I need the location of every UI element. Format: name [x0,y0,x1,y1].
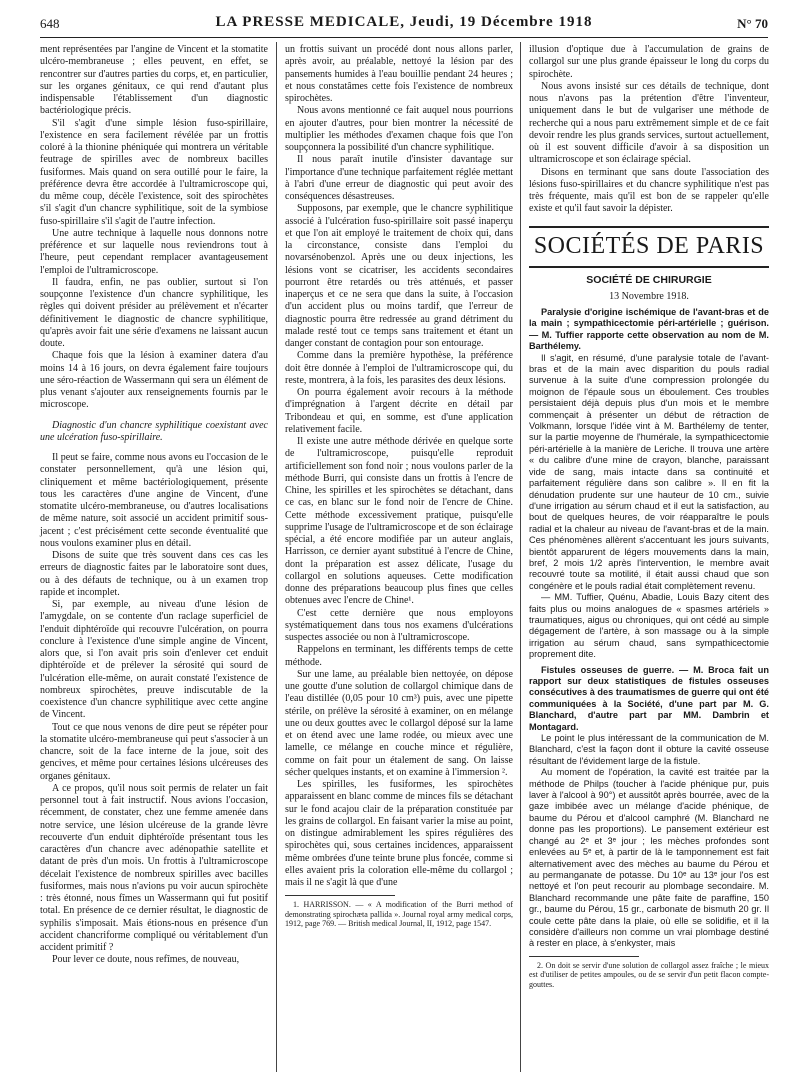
paragraph: Il nous paraît inutile d'insister davantage sur l'importance d'une technique parfaitement réglée mettant à l'abri d'une erreur de diagnostic qui peut avoir des conséquences désastreuses. [285,154,513,202]
issue-number: N° 70 [737,16,768,31]
journal-title: LA PRESSE MEDICALE, [215,14,405,30]
page-number: 648 [40,16,60,31]
paragraph: Les spirilles, les fusiformes, les spirochètes apparaissent en blanc comme de minces fils se détachant sur le fond acajou clair de la préparation constituée par les grains de collargol. En faisant varier la mise au point, on distingue admirablement les spires régulières des spirochètes qui, sous certaines incidences, apparaissent même ombrées d'une teinte brune plus foncée, comme si elles avaient pris la coloration elle-même du collargol ; mais il ne s'agit là que d'une [285,779,513,888]
footnote: 2. On doit se servir d'une solution de collargol assez fraîche ; le mieux est d'utiliser de petites ampoules, ou de se servir d'un petit flacon compte-gouttes. [529,960,769,989]
society-header [529,274,769,304]
page-header [40,14,768,36]
societes-banner [529,226,769,268]
paragraph: illusion d'optique due à l'accumulation de grains de collargol sur une plus grande épaisseur le long du corps du spirochète. [529,44,769,80]
paragraph: Rappelons en terminant, les différents temps de cette méthode. [285,644,513,668]
header-rule [40,37,768,38]
column-right [529,44,769,990]
paragraph: Une autre technique à laquelle nous donnons notre préférence et sur laquelle nous reviendrons tout à l'heure, peut cependant remplacer avantageusement l'emploi de l'ultramicroscope. [40,227,268,276]
society-report [529,307,769,950]
paragraph: Il faudra, enfin, ne pas oublier, surtout si l'on soupçonne l'existence d'un chancre syphilitique, les règles qui doivent présider au prélèvement et n'écarter définitivement le diagnostic de chancre syphilitique, qu'après avoir fait une série d'examens ne laissant aucun doute. [40,276,268,349]
column-middle [285,44,513,929]
paragraph: Il peut se faire, comme nous avons eu l'occasion de le constater personnellement, qu'à une lésion qui, cliniquement et même bactériologiquement, présente tous les caractères d'une angine de Vincent, d'une stomatite ulcéro-membraneuse, ou d'autres localisations de même nature, soit associé un accident primitif sous-jacent ; c'est précisément cette seconde éventualité que nous voulons examiner plus en détail. [40,452,268,549]
section-subheading: Diagnostic d'un chancre syphilitique coexistant avec une ulcération fuso-spirillaire. [40,419,268,443]
paragraph: Tout ce que nous venons de dire peut se répéter pour la stomatite ulcéro-membraneuse qui peut s'associer à un chancre, soit de la face interne de la joue, soit des gencives, et même pour certaines lésions ulcéreuses des organes génitaux. [40,721,268,782]
paragraph: — MM. Tuffier, Quénu, Abadie, Louis Bazy citent des faits plus ou moins analogues de « spasmes artériels » traumatiques, aigus ou chroniques, qui ont cédé au simple dégagement de l'artère, à son massage ou à la simple irrigation au sérum chaud, sans sympathicectomie proprement dite. [529,592,769,660]
meeting-date: 13 Novembre 1918. [609,290,689,302]
column-divider [520,42,521,1072]
paragraph: A ce propos, qu'il nous soit permis de relater un fait personnel tout à fait instructif. Nous avions l'occasion, récemment, de constater, chez une femme amenée dans notre service, une lésion ulcéreuse de la grande lèvre recouverte d'un enduit diphtéroïde présentant tous les caractères d'un chancre avec adénopathie satellite et datant de près d'un mois. Un frottis à l'ultramicroscope décelait l'existence de nombreux spirilles avec bacilles fusiformes, mais nous n'avions pu voir aucun spirochète : très étonné, nous fîmes un Wassermann qui fut positif total. En présence de ce dernier résultat, le diagnostic de syphilis s'imposait. Mais étions-nous en présence d'un accident chancriforme compliqué ou véritablement d'un accident primitif ? [40,782,268,953]
paragraph: On pourra également avoir recours à la méthode d'imprégnation à l'argent décrite en détail par Tribondeau et qui, en somme, est d'une application relativement facile. [285,387,513,435]
society-name: SOCIÉTÉ DE CHIRURGIE [586,273,712,286]
paragraph: Si, par exemple, au niveau d'une lésion de l'amygdale, on se contente d'un raclage superficiel de l'enduit diphtéroïde qui recouvre l'ulcération, on pourra conclure à l'existence d'une simple angine de Vincent, alors que, si l'on avait pris soin d'enlever cet enduit diphtéroïde et de prélever la sérosité qui sourd de l'ulcération elle-même, on aurait constaté l'existence de nombreux spirochètes, preuve indiscutable de la coexistence d'un chancre syphilitique avec cette angine de Vincent. [40,599,268,721]
paragraph: Supposons, par exemple, que le chancre syphilitique associé à l'ulcération fuso-spirillaire soit passé inaperçu et que l'on ait employé le traitement de choix qui, dans la circonstance, consiste dans l'emploi du novarsénobenzol. Après une ou deux injections, les lésions vont se cicatriser, les accidents secondaires pourront être retardés ou très atténués, et passer inaperçus et ce ne sera que dans la suite, à l'occasion d'un accident plus ou moins tardif, que l'erreur de diagnostic pourra être redressée au grand détriment du malade resté tout ce temps sans traitement et étant un danger constant de contagion pour son entourage. [285,203,513,349]
paragraph: Disons en terminant que sans doute l'association des lésions fuso-spirillaires et du chancre syphilitique n'est pas très fréquente, mais qu'il est bon de se rappeler qu'elle existe et qu'il faut savoir la dépister. [529,166,769,215]
paragraph: Le point le plus intéressant de la communication de M. Blanchard, c'est la façon dont il obture la cavité osseuse résultant de l'évidement large de la fistule. [529,733,769,766]
paragraph: C'est cette dernière que nous employons systématiquement dans tous nos examens d'ulcérations suspectes associée ou non à l'ultramicroscope. [285,607,513,643]
footnote-rule [285,895,395,896]
column-left [40,44,268,967]
societes-title: SOCIÉTÉS DE PARIS [533,232,765,259]
journal-line [40,14,768,31]
footnote: 1. HARRISSON. — « A modification of the Burri method of demonstrating spirochæta pallida ». Journal royal army medical corps, 1912, page 769. — British medical Journal, II, 1912, page 1547. [285,900,513,929]
paragraph: S'il s'agit d'une simple lésion fuso-spirillaire, l'existence en sera facilement révélée par un frottis coloré à la thionine phéniquée qui montrera un véritable feutrage de spirilles avec de nombreux bacilles fusiformes. Mais quand on sera outillé pour le faire, la préférence devra être accordée à l'ultramicroscope qui, du même coup, décèle l'existence, soit des spirochètes s'il s'agit d'un chancre syphilitique, soit de la symbiose fuso-spirillaire s'il s'agit de l'autre infection. [40,117,268,227]
paragraph: Chaque fois que la lésion à examiner datera d'au moins 14 à 16 jours, on devra également faire toujours une séro-réaction de Wassermann qui sera un élément de plus venant s'ajouter aux renseignements fournis par le microscope. [40,350,268,411]
paragraph: Fistules osseuses de guerre. — M. Broca fait un rapport sur deux statistiques de fistules osseuses consécutives à des traumatismes de guerre qui ont été communiquées à la Société, d'une part par M. G. Blanchard, d'autre part par MM. Dambrin et Montagard. [529,664,769,732]
column-divider [276,42,277,1072]
paragraph: ment représentées par l'angine de Vincent et la stomatite ulcéro-membraneuse ; elles peuvent, en effet, se rencontrer sur d'autres parties du corps, et, en particulier, sur les organes génitaux, ce qui rend d'autant plus indispensable l'établissement d'un diagnostic bactériologique précis. [40,44,268,117]
paragraph: Sur une lame, au préalable bien nettoyée, on dépose une goutte d'une solution de collargol chimique dans de l'eau distillée (0,05 pour 10 cm³) puis, avec une pipette stérile, on prélève la sérosité à examiner, on en mélange une ou deux gouttes avec le collargol déposé sur la lame et on étend avec une lame rodée, ou mieux avec une lamelle, ce mélange en couche mince et régulière, comme on fait pour un étalement de sang. On laisse sécher quelques instants, et on examine à l'immersion ². [285,668,513,778]
paragraph: un frottis suivant un procédé dont nous allons parler, après avoir, au préalable, nettoyé la lésion par des pansements humides à l'eau bouillie pendant 24 heures ; et nous constatâmes cette fois l'existence de nombreux spirochètes. [285,44,513,104]
paragraph: Paralysie d'origine ischémique de l'avant-bras et de la main ; sympathicectomie péri-artérielle ; guérison. — M. Tuffier rapporte cette observation au nom de M. Barthélemy. [529,307,769,352]
paragraph: Nous avons mentionné ce fait auquel nous pourrions en ajouter d'autres, pour bien montrer la nécessité de multiplier les méthodes d'examen chaque fois que l'on soupçonnera la possibilité d'un chancre syphilitique. [285,105,513,153]
paragraph: Comme dans la première hypothèse, la préférence doit être donnée à l'emploi de l'ultramicroscope qui, du reste, montrera, à la fois, les parasites des deux lésions. [285,350,513,386]
paragraph: Au moment de l'opération, la cavité est traitée par la méthode de Philps (toucher à l'acide phénique pur, puis laver à l'alcool à 90°) et aussitôt après bourrée, avec de la gaze imbibée avec un mélange d'acide phénique, de baume du Pérou et d'alcool camphré (M. Blanchard ne donne pas les proportions). Le pansement extérieur est changé au 2ᵉ et 3ᵉ jour ; les mèches profondes sont enlevées au 5ᵉ et, à partir de là le tamponnement est fait alternativement avec des mèches au baume du Pérou et au permanganate de potasse. Du 10ᵉ au 13ᵉ jour l'os est nettoyé et l'on peut recourir au plombage secondaire. M. Blanchard recommande une pâte faite de paraffine, 150 gr., baume du Pérou, 15 gr., carbonate de bismuth 20 gr. Il coule cette pâte dans la plaie, où elle se solidifie, et il la considère d'ailleurs non comme un vrai plombage destiné à rester en place, à s'enkyster, mais [529,767,769,949]
paragraph: Nous avons insisté sur ces détails de technique, dont nous n'avons pas la prétention d'être l'inventeur, uniquement dans le but de vulgariser une méthode de recherche qui a nous paru extrêmement simple et de ce fait devoir rendre les plus grands services, surtout actuellement, où il est souvent difficile d'avoir à sa disposition un ultramicroscope et son éclairage spécial. [529,80,769,166]
paragraph: Il s'agit, en résumé, d'une paralysie totale de l'avant-bras et de la main avec disparition du pouls radial survenue à la suite d'une compression prolongée du moignon de l'épaule sous un éboulement. Ces troubles persistaient déjà depuis plus d'un mois et le membre commençait à présenter un début de rétraction de Volkmann, lorsque l'idée vint à M. Barthélemy de tenter, sur la partie moyenne de l'humérale, la sympathicectomie péri-artérielle à la manière de Leriche. Il trouva une artère « du calibre d'une mine de crayon, blanche, paraissant vide de sang, mais intacte dans sa continuité et parfaitement régulière dans son calibre ». Il en fit la dénudation prudente sur une hauteur de 10 cm., suivie d'une irrigation au sérum chaud et il eut la satisfaction, au bout de quelques heures, de voir réapparaître le pouls radial et la chaleur au niveau de l'avant-bras et de la main. Ces phénomènes allèrent s'accentuant les jours suivants, bientôt apparurent de légers mouvements dans la main, bref, 2 mois 1/2 après l'intervention, le membre avait recouvré toute sa motilité, il était aussi chaud que son congénère et le pouls radial était complètement revenu. [529,352,769,591]
issue-date: Jeudi, 19 Décembre 1918 [409,14,593,30]
paragraph: Pour lever ce doute, nous refîmes, de nouveau, [52,954,240,966]
footnote-rule [529,956,639,957]
paragraph: Il existe une autre méthode dérivée en quelque sorte de l'ultramicroscope, puisqu'elle reproduit artificiellement son fond noir ; nous voulons parler de la méthode Burri, qui consiste dans un frottis à l'encre de Chine, les spirilles et les spirochètes se détachant, dans ce cas, en blanc sur le fond noir de l'encre de Chine. Cette méthode excessivement pratique, puisqu'elle supprime l'usage de l'ultramicroscope et de son éclairage spécial, a été encore modifiée par un auteur anglais, Harrisson, ce dernier ayant substitué à l'encre de Chine, dont la préparation est assez délicate, l'usage du collargol en solutions aqueuses. Cette modification donne des préparations beaucoup plus fines que celles obtenues avec l'encre de Chine¹. [285,436,513,607]
paragraph: Disons de suite que très souvent dans ces cas les erreurs de diagnostic faites par le laboratoire sont dues, ou à des défauts de technique, ou à un examen trop rapide et incomplet. [40,550,268,598]
